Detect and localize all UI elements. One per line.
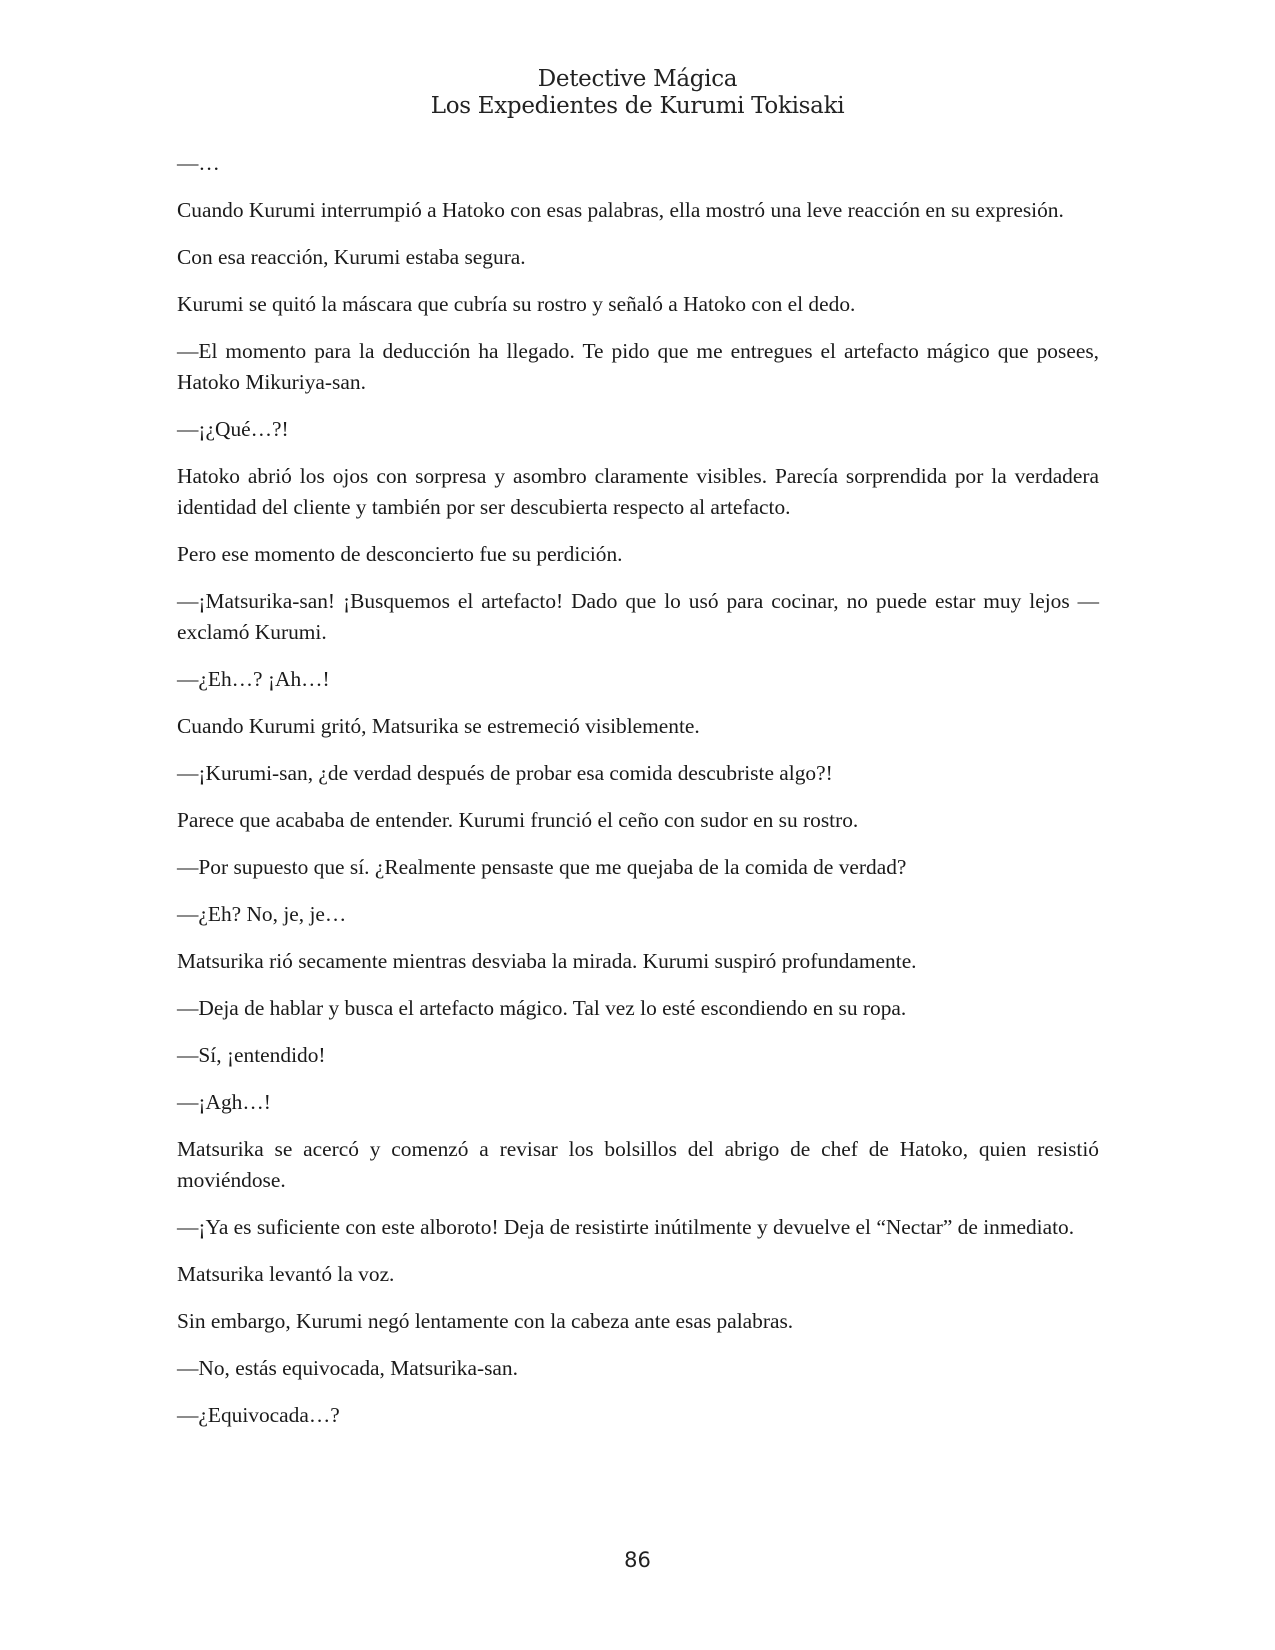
paragraph: Hatoko abrió los ojos con sorpresa y asombro claramente visibles. Parecía sorprendida por la verdadera identidad del cliente y también por ser descubierta respecto al artefacto. bbox=[177, 464, 1099, 519]
paragraph: Pero ese momento de desconcierto fue su perdición. bbox=[177, 542, 623, 566]
paragraph: Matsurika levantó la voz. bbox=[177, 1262, 395, 1286]
paragraph: —No, estás equivocada, Matsurika-san. bbox=[177, 1356, 518, 1380]
paragraph: —¿Equivocada…? bbox=[177, 1403, 340, 1427]
paragraph: —Deja de hablar y busca el artefacto mágico. Tal vez lo esté escondiendo en su ropa. bbox=[177, 996, 907, 1020]
paragraph: —Por supuesto que sí. ¿Realmente pensaste que me quejaba de la comida de verdad? bbox=[177, 855, 907, 879]
paragraph: —¡Matsurika-san! ¡Busquemos el artefacto! Dado que lo usó para cocinar, no puede estar muy lejos —exclamó Kurumi. bbox=[177, 589, 1099, 644]
paragraph: Sin embargo, Kurumi negó lentamente con la cabeza ante esas palabras. bbox=[177, 1309, 794, 1333]
paragraph: Kurumi se quitó la máscara que cubría su rostro y señaló a Hatoko con el dedo. bbox=[177, 292, 856, 316]
header-title-line1: Detective Mágica bbox=[537, 66, 738, 92]
paragraph: —¡Ya es suficiente con este alboroto! Deja de resistirte inútilmente y devuelve el “Nectar” de inmediato. bbox=[177, 1215, 1075, 1239]
paragraph: Con esa reacción, Kurumi estaba segura. bbox=[177, 245, 526, 269]
paragraph: —Sí, ¡entendido! bbox=[177, 1043, 326, 1067]
paragraph: —¡Kurumi-san, ¿de verdad después de probar esa comida descubriste algo?! bbox=[177, 761, 833, 785]
page-number: 86 bbox=[624, 1548, 651, 1572]
page-header bbox=[0, 66, 1275, 120]
paragraph: —¿Eh? No, je, je… bbox=[177, 902, 347, 926]
paragraph: Parece que acababa de entender. Kurumi frunció el ceño con sudor en su rostro. bbox=[177, 808, 859, 832]
paragraph: Matsurika rió secamente mientras desviaba la mirada. Kurumi suspiró profundamente. bbox=[177, 949, 917, 973]
paragraph: Matsurika se acercó y comenzó a revisar los bolsillos del abrigo de chef de Hatoko, quien resistió moviéndose. bbox=[177, 1137, 1099, 1192]
paragraph: —¿Eh…? ¡Ah…! bbox=[177, 667, 330, 691]
body-text bbox=[177, 148, 1099, 1447]
header-title-line2: Los Expedientes de Kurumi Tokisaki bbox=[430, 93, 845, 119]
paragraph: Cuando Kurumi interrumpió a Hatoko con esas palabras, ella mostró una leve reacción en su expresión. bbox=[177, 198, 1064, 222]
paragraph: —¡¿Qué…?! bbox=[177, 417, 289, 441]
paragraph: Cuando Kurumi gritó, Matsurika se estremeció visiblemente. bbox=[177, 714, 700, 738]
paragraph: —¡Agh…! bbox=[177, 1090, 271, 1114]
paragraph: —El momento para la deducción ha llegado. Te pido que me entregues el artefacto mágico que posees, Hatoko Mikuriya-san. bbox=[177, 339, 1099, 394]
paragraph: —… bbox=[177, 151, 220, 175]
